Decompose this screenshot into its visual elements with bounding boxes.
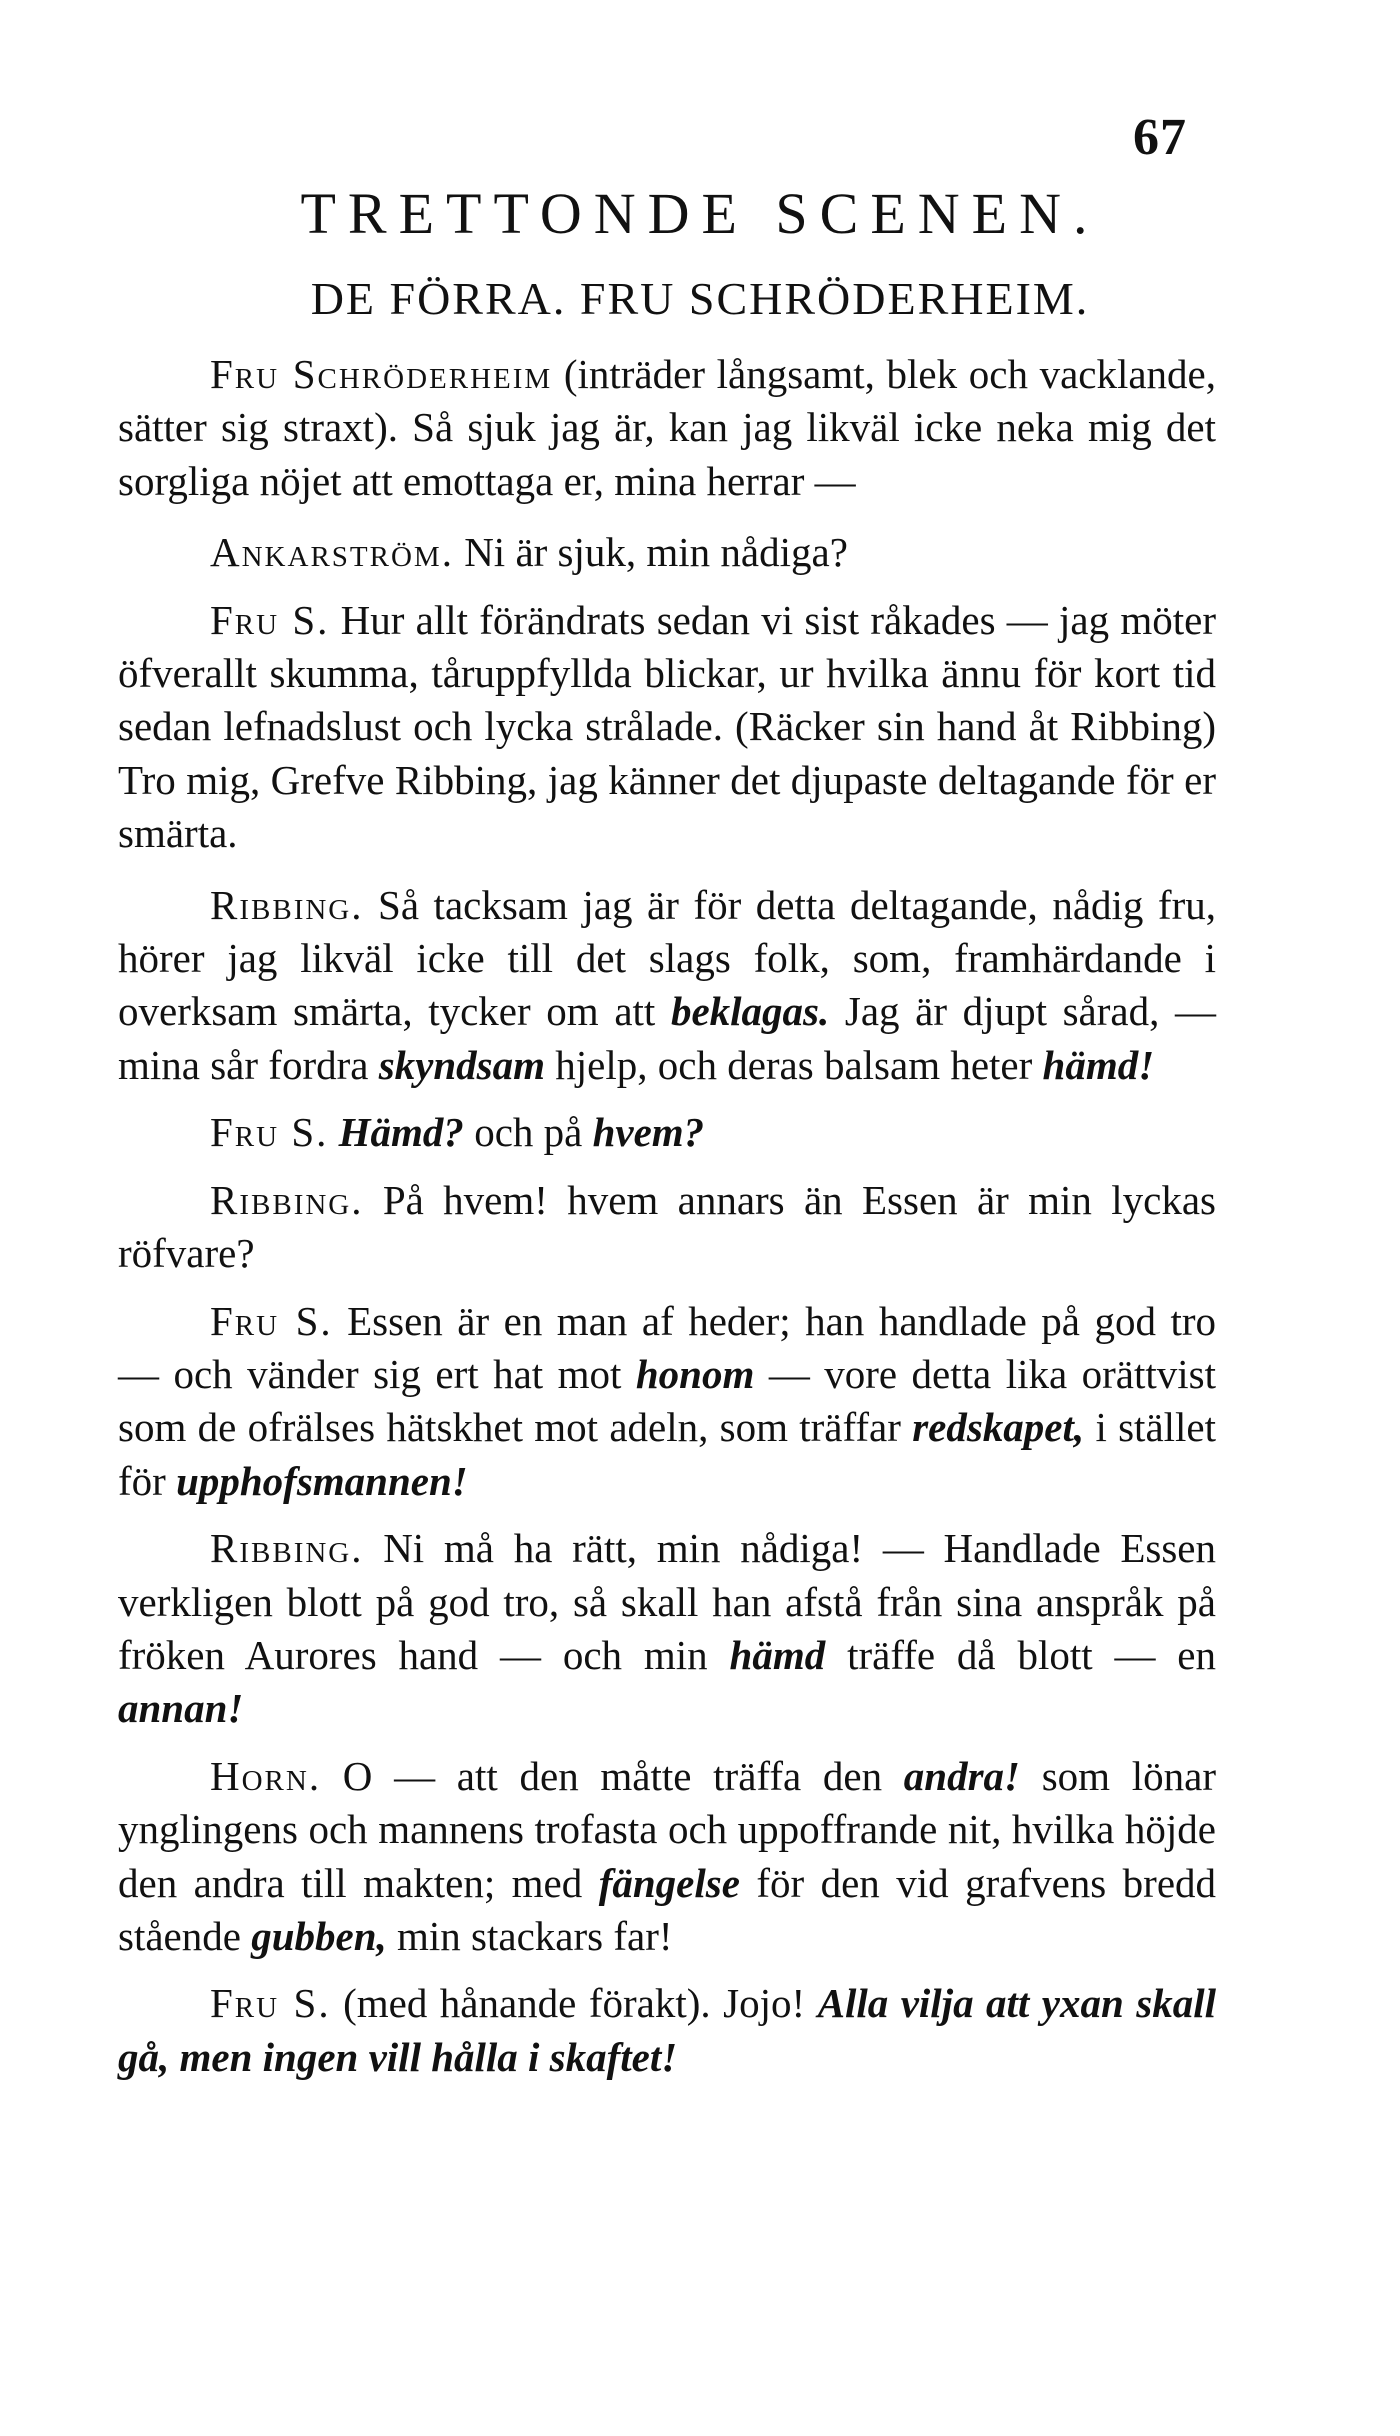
speaker-name: Horn. xyxy=(210,1752,322,1799)
emphasis-text: Alla vilja att yxan skall gå, men ingen vill hålla i skaftet! xyxy=(118,1980,1216,2080)
speaker-name: Fru S. xyxy=(210,1109,329,1156)
speech-text: för den vid grafvens bredd stående xyxy=(118,1859,1217,1959)
speech-text: träffe då blott — en xyxy=(847,1631,1217,1678)
speech-ribbing xyxy=(118,1522,1216,1736)
speech-fru-s xyxy=(118,1106,1216,1159)
speaker-name: Fru Schröderheim xyxy=(210,351,553,397)
speaker-name: Ribbing. xyxy=(210,1525,364,1572)
speaker-name: Ribbing. xyxy=(210,1176,364,1223)
emphasis-text: Hämd? xyxy=(338,1109,464,1156)
speaker-name: Fru S. xyxy=(210,1297,333,1344)
speech-text: Hur allt förändrats sedan vi sist råkades — jag möter öfverallt skumma, tåruppfyllda blickar, ur hvilka ännu för kort tid sedan lefnadslust och lycka strålade. (Räcker sin hand åt Ribbing) Tro mig, Grefve Ribbing, jag känner det djupaste deltagande för er smärta. xyxy=(118,596,1217,857)
emphasis-text: redskapet, xyxy=(912,1404,1085,1451)
speech-text: (med hånande förakt). Jojo! xyxy=(343,1980,806,2027)
speech-fru-schroderheim xyxy=(118,348,1216,508)
speech-fru-s xyxy=(118,1295,1216,1509)
speech-text: hjelp, och deras balsam heter xyxy=(555,1041,1033,1088)
emphasis-text: honom xyxy=(635,1350,755,1397)
speaker-name: Ankarström. xyxy=(210,529,454,576)
speech-text: Jag är djupt sårad, — mina sår fordra xyxy=(118,988,1216,1088)
emphasis-text: hämd! xyxy=(1042,1041,1155,1088)
page-number: 67 xyxy=(1133,109,1187,166)
speech-text: Ni må ha rätt, min nådiga! — Handlade Essen verkligen blott på god tro, så skall han afstå från sina anspråk på fröken Aurores hand — och min xyxy=(118,1525,1217,1678)
speaker-name: Fru S. xyxy=(210,596,330,643)
speech-text: och på xyxy=(474,1109,583,1156)
speaker-name: Fru S. xyxy=(210,1980,331,2027)
speech-fru-s xyxy=(118,594,1216,861)
emphasis-text: gubben, xyxy=(251,1912,387,1959)
speech-ankarstrom xyxy=(118,526,1216,579)
speech-horn xyxy=(118,1750,1216,1964)
speaker-name: Ribbing. xyxy=(210,881,364,928)
speech-text: min stackars far! xyxy=(397,1912,673,1959)
scene-subtitle: DE FÖRRA. FRU SCHRÖDERHEIM. xyxy=(310,273,1090,324)
speech-text: Essen är en man af heder; han handlade på god tro — och vänder sig ert hat mot xyxy=(118,1297,1217,1397)
speech-ribbing xyxy=(118,1174,1216,1281)
speech-text: På hvem! hvem annars än Essen är min lyckas röfvare? xyxy=(118,1176,1216,1277)
speech-ribbing xyxy=(118,879,1216,1093)
speech-text: Ni är sjuk, min nådiga? xyxy=(464,529,848,576)
emphasis-text: annan! xyxy=(118,1685,244,1732)
emphasis-text: fängelse xyxy=(598,1859,740,1906)
speech-text: (inträder långsamt, blek och vacklande, sätter sig straxt). Så sjuk jag är, kan jag likväl icke neka mig det sorgliga nöjet att emottaga er, mina herrar — xyxy=(118,351,1217,504)
speech-text: O — att den måtte träffa den xyxy=(342,1752,883,1799)
emphasis-text: hämd xyxy=(729,1631,826,1678)
speech-fru-s xyxy=(118,1977,1216,2084)
emphasis-text: andra! xyxy=(903,1752,1020,1799)
speech-text: — vore detta lika orättvist som de ofrälses hätskhet mot adeln, som träffar xyxy=(118,1350,1216,1451)
scene-title: TRETTONDE SCENEN. xyxy=(300,181,1100,246)
dialogue-body xyxy=(118,348,1216,2084)
speech-text: i stället för xyxy=(118,1404,1217,1504)
speech-text: som lönar ynglingens och mannens trofasta och uppoffrande nit, hvilka höjde den andra till makten; med xyxy=(118,1752,1216,1906)
emphasis-text: upphofsmannen! xyxy=(176,1457,468,1504)
emphasis-text: skyndsam xyxy=(378,1041,546,1088)
emphasis-text: hvem? xyxy=(592,1109,705,1156)
speech-text: Så tacksam jag är för detta deltagande, nådig fru, hörer jag likväl icke till det slags folk, som, framhärdande i overksam smärta, tycker om att xyxy=(118,881,1216,1035)
emphasis-text: beklagas. xyxy=(670,988,830,1035)
